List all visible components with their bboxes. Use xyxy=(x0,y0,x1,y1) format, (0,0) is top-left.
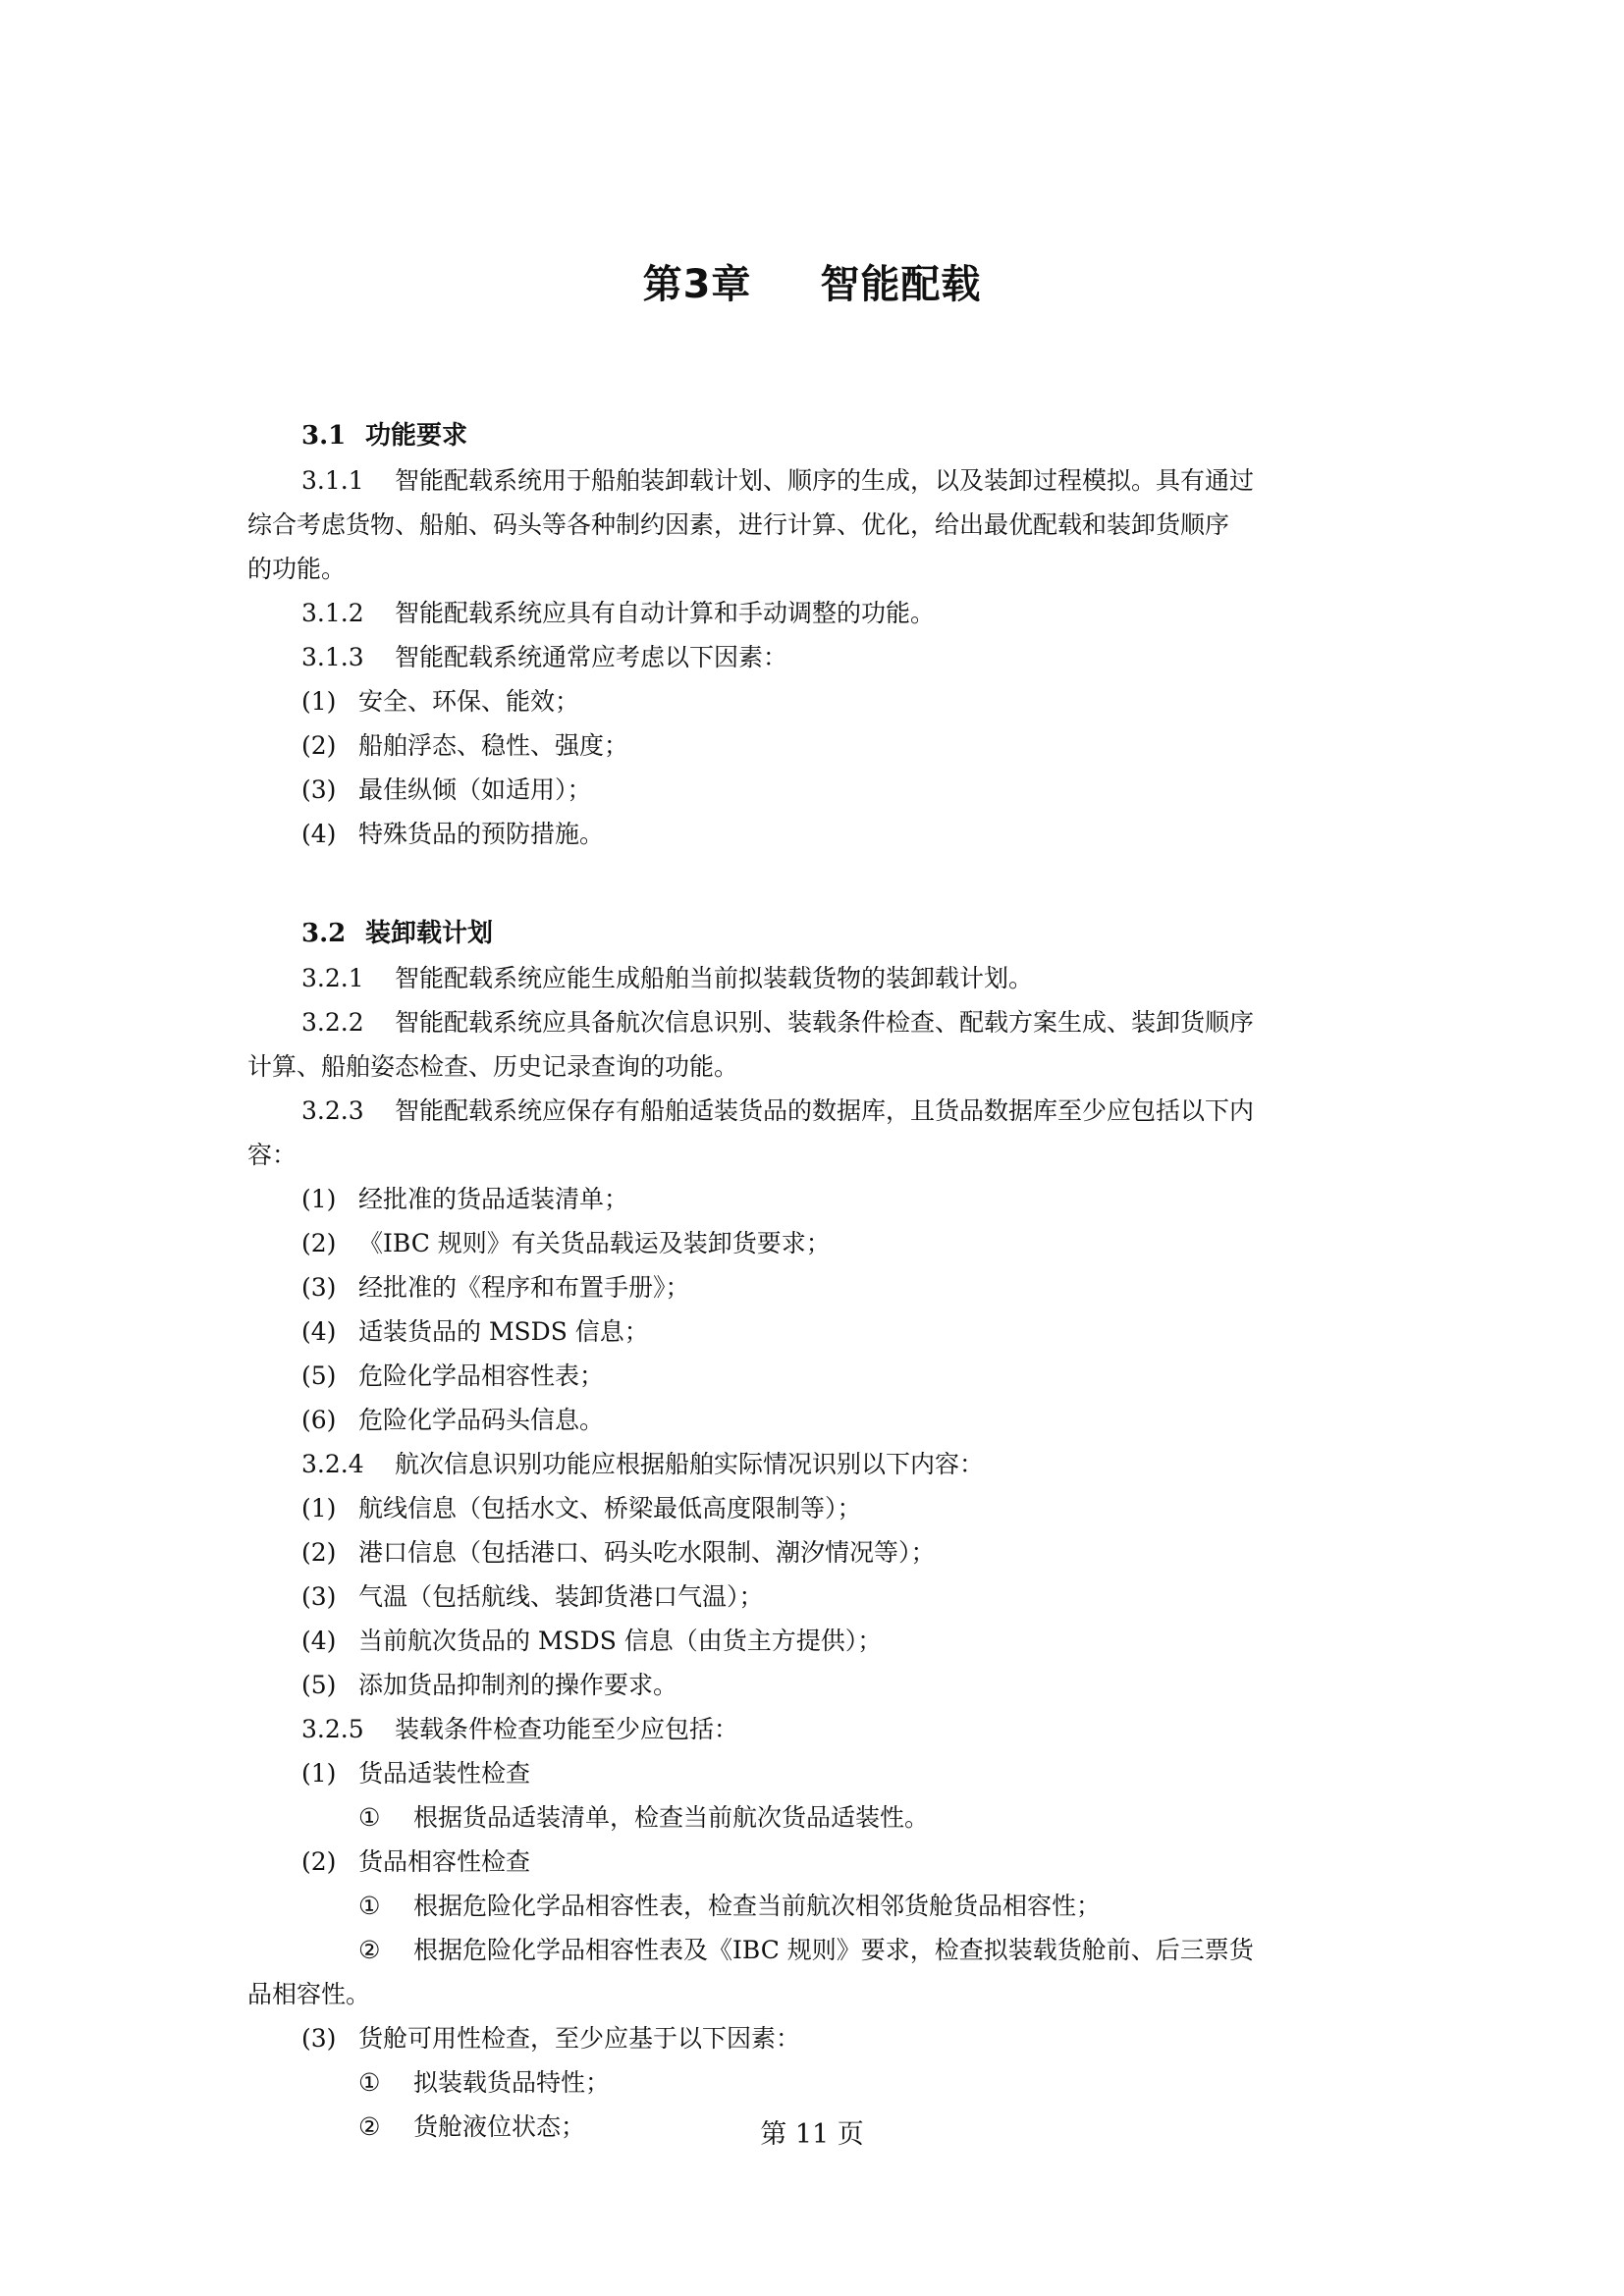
section-heading-3-2: 3.2 装卸载计划 xyxy=(301,919,494,948)
clause-3-1-1-cont: 综合考虑货物、船舶、码头等各种制约因素，进行计算、优化，给出最优配载和装卸货顺序 xyxy=(247,510,1230,539)
list-item: (4) 当前航次货品的 MSDS 信息（由货主方提供）； xyxy=(301,1627,883,1655)
list-item: (6) 危险化学品码头信息。 xyxy=(301,1406,605,1434)
chapter-title xyxy=(0,253,1624,309)
sub-list-item: ① 拟装载货品特性； xyxy=(358,2068,611,2097)
list-item: (3) 经批准的《程序和布置手册》； xyxy=(301,1273,690,1302)
sub-list-item: ② 货舱液位状态； xyxy=(358,2112,586,2141)
list-item: (3) 最佳纵倾（如适用）； xyxy=(301,775,592,804)
list-item: (2) 船舶浮态、稳性、强度； xyxy=(301,731,629,760)
list-item: (2) 《IBC 规则》有关货品载运及装卸货要求； xyxy=(301,1229,831,1257)
sub-list-item-cont: 品相容性。 xyxy=(247,1980,371,2008)
sub-list-item: ② 根据危险化学品相容性表及《IBC 规则》要求，检查拟装载货舱前、后三票货 xyxy=(358,1936,1254,1964)
list-item: (1) 安全、环保、能效； xyxy=(301,687,580,716)
list-item: (5) 添加货品抑制剂的操作要求。 xyxy=(301,1671,678,1699)
clause-3-2-1: 3.2.1 智能配载系统应能生成船舶当前拟装载货物的装卸载计划。 xyxy=(301,964,1034,992)
list-item: (1) 货品适装性检查 xyxy=(301,1759,531,1788)
list-item: (1) 经批准的货品适装清单； xyxy=(301,1185,629,1213)
clause-3-2-3-cont: 容： xyxy=(247,1141,298,1169)
clause-3-2-2-cont: 计算、船舶姿态检查、历史记录查询的功能。 xyxy=(247,1052,739,1081)
clause-3-2-5: 3.2.5 装载条件检查功能至少应包括： xyxy=(301,1715,739,1743)
sub-list-item: ① 根据危险化学品相容性表，检查当前航次相邻货舱货品相容性； xyxy=(358,1892,1102,1920)
clause-3-2-4: 3.2.4 航次信息识别功能应根据船舶实际情况识别以下内容： xyxy=(301,1450,985,1478)
clause-3-1-3: 3.1.3 智能配载系统通常应考虑以下因素： xyxy=(301,643,788,671)
list-item: (1) 航线信息（包括水文、桥梁最低高度限制等）； xyxy=(301,1494,862,1522)
chapter-name: 智能配载 xyxy=(820,262,982,307)
list-item: (2) 货品相容性检查 xyxy=(301,1847,531,1876)
clause-3-2-2: 3.2.2 智能配载系统应具备航次信息识别、装载条件检查、配载方案生成、装卸货顺序 xyxy=(301,1008,1255,1037)
clause-3-2-3: 3.2.3 智能配载系统应保存有船舶适装货品的数据库，且货品数据库至少应包括以下内 xyxy=(301,1096,1255,1125)
chapter-number: 第3章 xyxy=(642,262,752,307)
list-item: (5) 危险化学品相容性表； xyxy=(301,1362,605,1390)
section-heading-3-1: 3.1 功能要求 xyxy=(301,421,468,451)
sub-list-item: ① 根据货品适装清单，检查当前航次货品适装性。 xyxy=(358,1803,930,1832)
page-number: 第 11 页 xyxy=(760,2119,864,2150)
list-item: (4) 适装货品的 MSDS 信息； xyxy=(301,1317,649,1346)
clause-3-1-1-cont: 的功能。 xyxy=(247,555,347,583)
clause-3-1-1: 3.1.1 智能配载系统用于船舶装卸载计划、顺序的生成，以及装卸过程模拟。具有通过 xyxy=(301,466,1255,495)
list-item: (3) 货舱可用性检查，至少应基于以下因素： xyxy=(301,2024,801,2053)
list-item: (2) 港口信息（包括港口、码头吃水限制、潮汐情况等）； xyxy=(301,1538,936,1567)
list-item: (4) 特殊货品的预防措施。 xyxy=(301,820,605,848)
document-body xyxy=(247,414,1388,2149)
clause-3-1-2: 3.1.2 智能配载系统应具有自动计算和手动调整的功能。 xyxy=(301,599,936,627)
list-item: (3) 气温（包括航线、装卸货港口气温）； xyxy=(301,1582,764,1611)
